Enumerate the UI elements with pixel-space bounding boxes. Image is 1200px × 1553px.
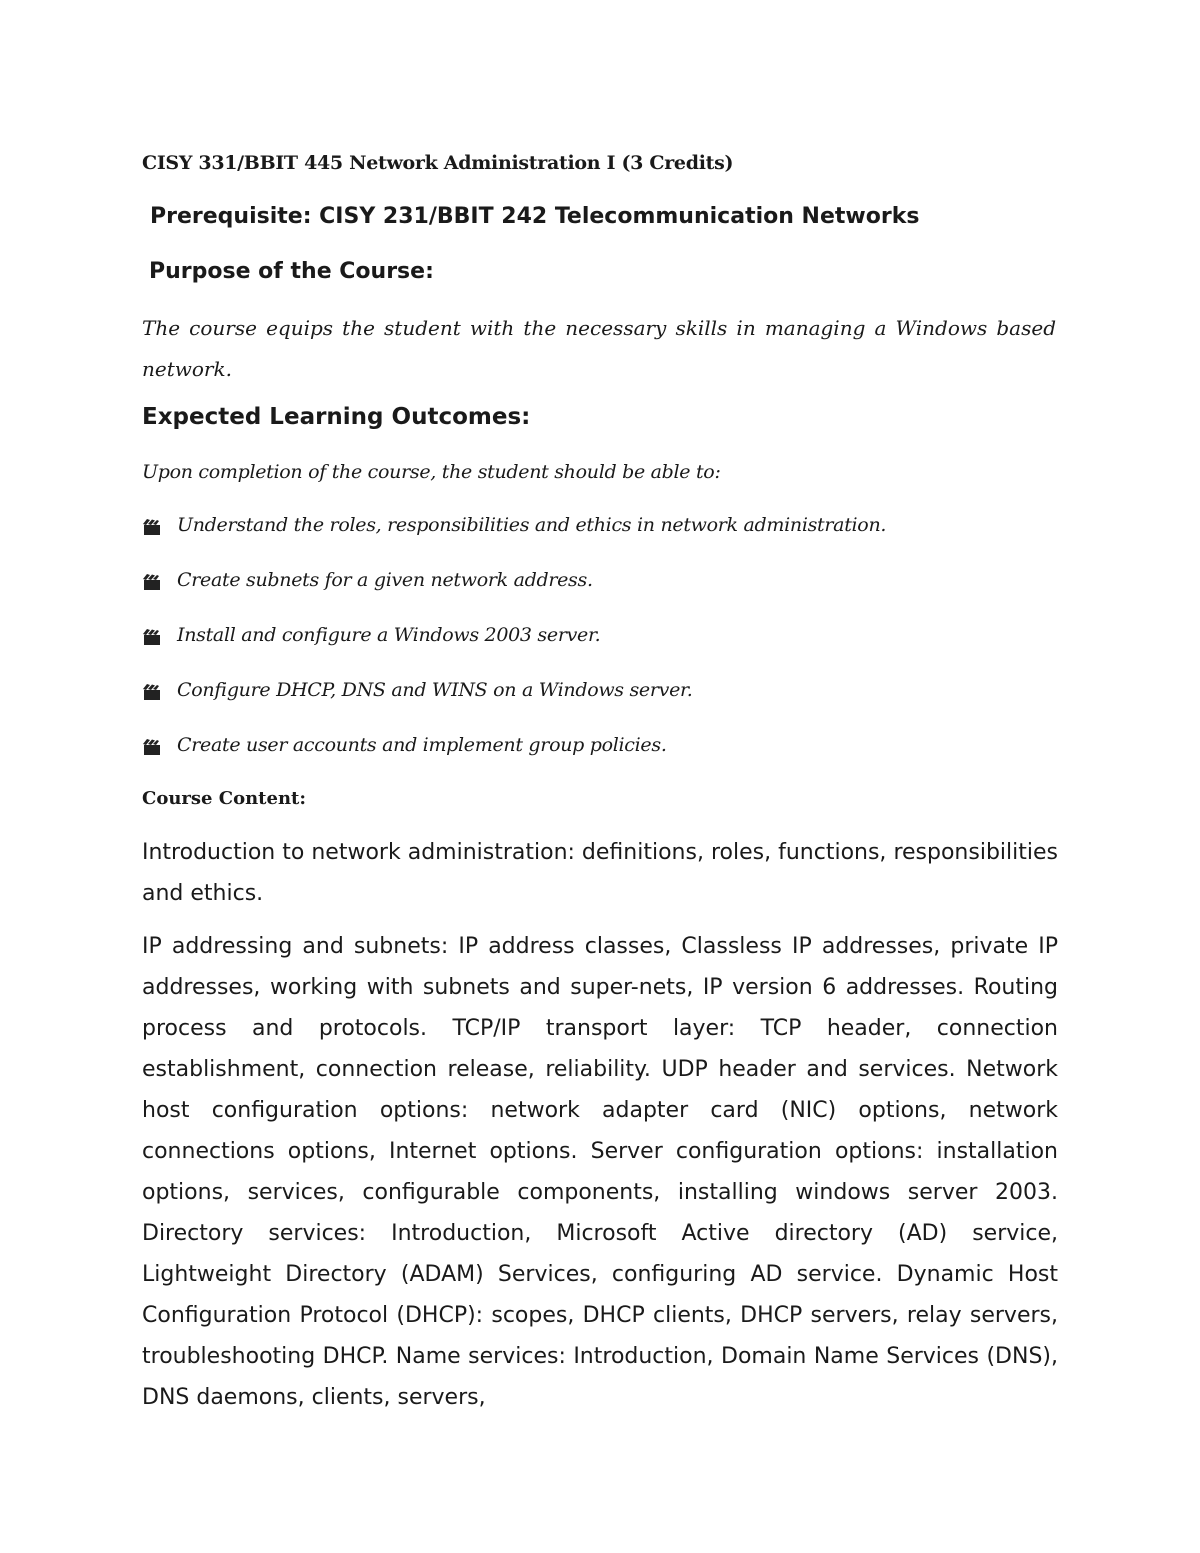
content-paragraph-intro: Introduction to network administration: definitions, roles, functions, responsibilities and ethics. (142, 840, 1058, 906)
film-clapper-icon (142, 683, 162, 701)
prerequisite-line: Prerequisite: CISY 231/BBIT 242 Telecommunication Networks (150, 204, 920, 229)
outcome-text: Create user accounts and implement group policies. (177, 734, 667, 756)
learning-outcomes-heading: Expected Learning Outcomes: (142, 404, 531, 430)
film-clapper-icon (142, 738, 162, 756)
content-paragraph-topics: IP addressing and subnets: IP address classes, Classless IP addresses, private IP addresses, working with subnets and super-nets, IP version 6 addresses. Routing process and protocols. TCP/IP transport layer: TCP header, connection establishment, connection release, reliability. UDP header and services. Network host configuration options: network adapter card (NIC) options, network connections options, Internet options. Server configuration options: installation options, services, configurable components, installing windows server 2003. Directory services: Introduction, Microsoft Active directory (AD) service, Lightweight Directory (ADAM) Services, configuring AD service. Dynamic Host Configuration Protocol (DHCP): scopes, DHCP clients, DHCP servers, relay servers, troubleshooting DHCP. Name services: Introduction, Domain Name Services (DNS), DNS daemons, clients, servers, (142, 934, 1058, 1410)
purpose-text: The course equips the student with the necessary skills in managing a Windows based network. (142, 316, 1056, 381)
purpose-heading: Purpose of the Course: (149, 259, 434, 284)
film-clapper-icon (142, 628, 162, 646)
film-clapper-icon (142, 518, 162, 536)
outcome-text: Configure DHCP, DNS and WINS on a Windows server. (177, 679, 693, 701)
course-content-heading: Course Content: (142, 788, 306, 809)
outcome-text: Install and configure a Windows 2003 server. (177, 624, 601, 646)
outcome-text: Create subnets for a given network address. (177, 569, 593, 591)
course-title: CISY 331/BBIT 445 Network Administration I (3 Credits) (142, 152, 734, 174)
learning-outcomes-intro: Upon completion of the course, the student should be able to: (142, 461, 721, 483)
film-clapper-icon (142, 573, 162, 591)
outcome-text: Understand the roles, responsibilities and ethics in network administration. (177, 514, 887, 536)
